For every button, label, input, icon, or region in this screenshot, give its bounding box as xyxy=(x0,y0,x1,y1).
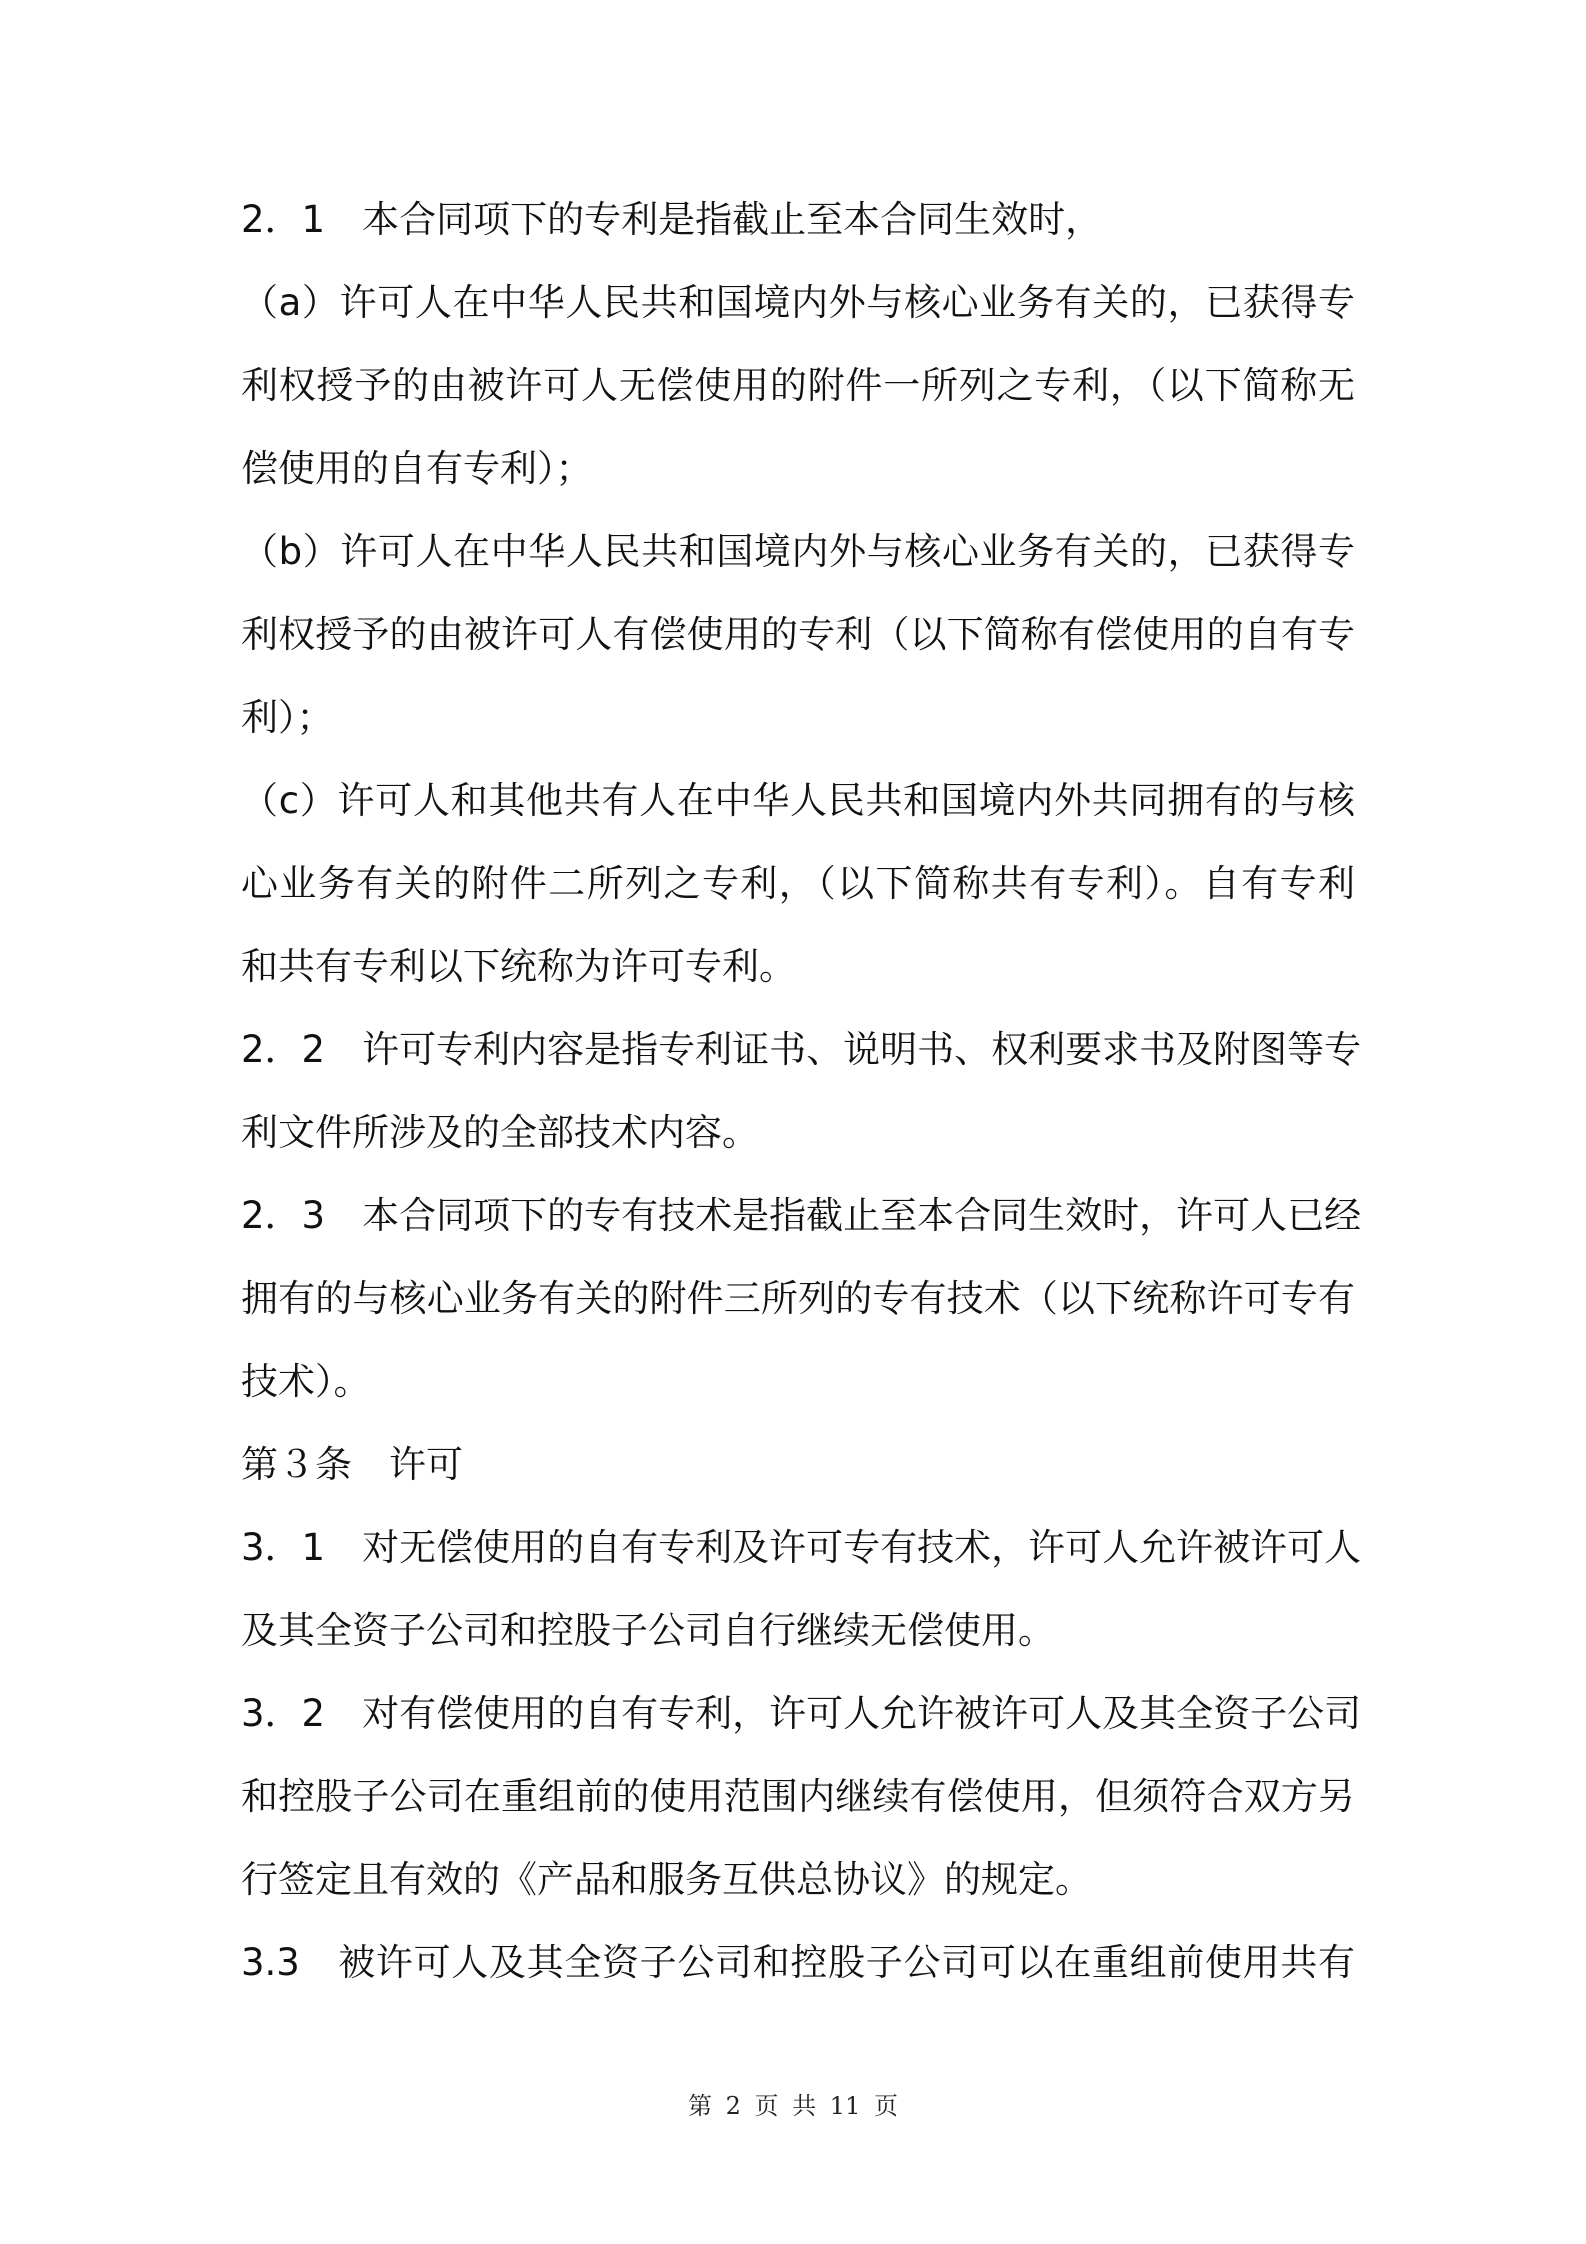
text-line: 和共有专利以下统称为许可专利。 xyxy=(241,945,796,988)
text-line: （c）许可人和其他共有人在中华人民共和国境内外共同拥有的与核 xyxy=(241,779,1355,822)
text-line: 利权授予的由被许可人有偿使用的专利（以下简称有偿使用的自有专 xyxy=(241,613,1355,656)
text-line: 3.3 被许可人及其全资子公司和控股子公司可以在重组前使用共有 xyxy=(241,1941,1355,1984)
text-line: （b）许可人在中华人民共和国境内外与核心业务有关的，已获得专 xyxy=(241,530,1355,573)
text-line: 拥有的与核心业务有关的附件三所列的专有技术（以下统称许可专有 xyxy=(241,1277,1355,1320)
text-line: 技术）。 xyxy=(241,1360,371,1403)
text-line: 利权授予的由被许可人无偿使用的附件一所列之专利，（以下简称无 xyxy=(241,364,1355,407)
text-line: 2．2 许可专利内容是指专利证书、说明书、权利要求书及附图等专 xyxy=(241,1028,1362,1071)
text-line: 和控股子公司在重组前的使用范围内继续有偿使用，但须符合双方另 xyxy=(241,1775,1355,1818)
text-line: 利）； xyxy=(241,696,334,739)
text-line: 心业务有关的附件二所列之专利，（以下简称共有专利）。自有专利 xyxy=(241,862,1355,905)
text-line: （a）许可人在中华人民共和国境内外与核心业务有关的，已获得专 xyxy=(241,281,1355,324)
text-line: 及其全资子公司和控股子公司自行继续无偿使用。 xyxy=(241,1609,1055,1652)
page-number: 第 2 页 共 11 页 xyxy=(688,2092,898,2120)
text-line: 2．1 本合同项下的专利是指截止至本合同生效时， xyxy=(241,198,1103,241)
text-line: 行签定且有效的《产品和服务互供总协议》的规定。 xyxy=(241,1858,1092,1901)
section-heading: 第３条 许可 xyxy=(241,1443,463,1486)
text-line: 利文件所涉及的全部技术内容。 xyxy=(241,1111,759,1154)
text-line: 偿使用的自有专利）； xyxy=(241,447,593,490)
text-line: 2．3 本合同项下的专有技术是指截止至本合同生效时，许可人已经 xyxy=(241,1194,1362,1237)
text-line: 3．2 对有偿使用的自有专利，许可人允许被许可人及其全资子公司 xyxy=(241,1692,1362,1735)
text-line: 3．1 对无偿使用的自有专利及许可专有技术，许可人允许被许可人 xyxy=(241,1526,1362,1569)
